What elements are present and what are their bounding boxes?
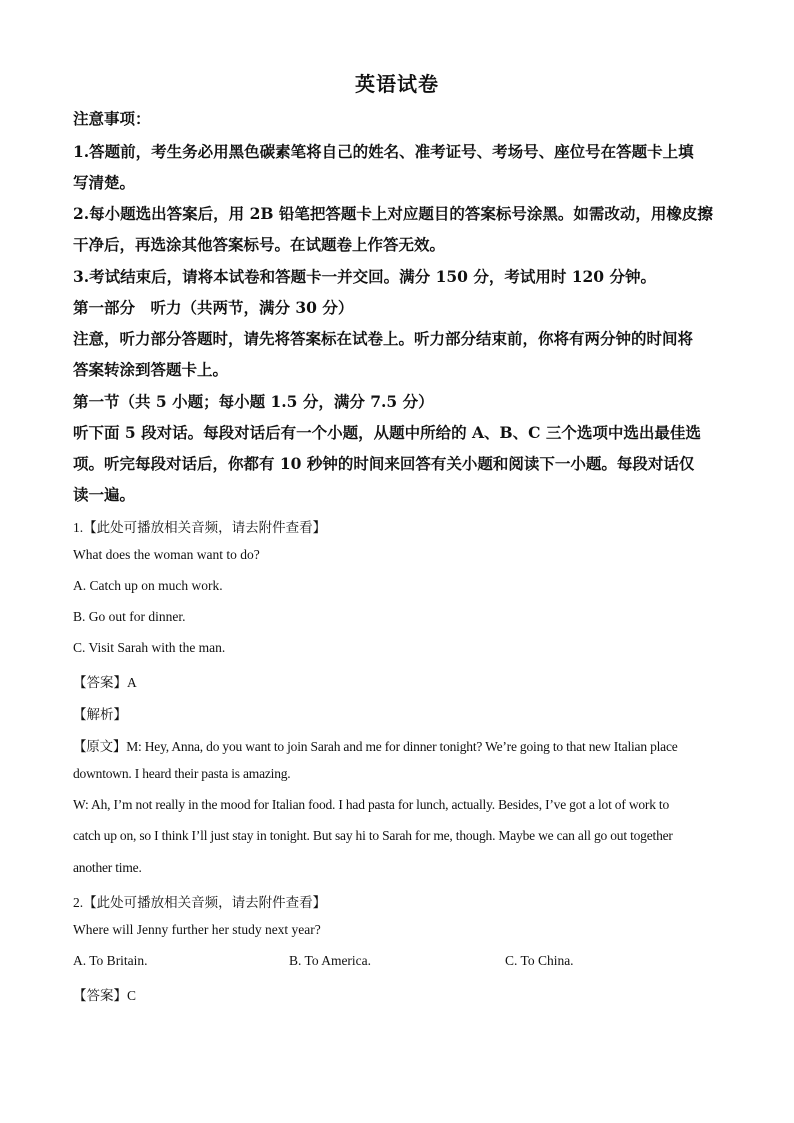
section1-instruction-line-1: 听下面 5 段对话。每段对话后有一个小题，从题中所给的 A、B、C 三个选项中选出最佳选 — [73, 423, 701, 442]
section1-instruction-line-3: 读一遍。 — [73, 485, 136, 504]
notice-item-2-line-2: 干净后，再选涂其他答案标号。在试题卷上作答无效。 — [73, 235, 446, 254]
q1-script-line-3: W: Ah, I’m not really in the mood for Italian food. I had pasta for lunch, actually. Besides, I’ve got a lot of work to — [73, 797, 670, 812]
q1-script-line-1: 【原文】M: Hey, Anna, do you want to join Sarah and me for dinner tonight? We’re going to that new Italian place — [73, 739, 678, 754]
q1-option-b: B. Go out for dinner. — [73, 609, 186, 624]
q1-script-line-5: another time. — [73, 860, 142, 875]
q1-question: What does the woman want to do? — [73, 547, 260, 562]
part1-note-line-2: 答案转涂到答题卡上。 — [73, 360, 229, 379]
notice-heading: 注意事项： — [73, 109, 151, 128]
page-title: 英语试卷 — [355, 72, 439, 96]
q2-option-c: C. To China. — [505, 953, 574, 968]
q1-answer: 【答案】A — [73, 675, 137, 690]
q1-option-c: C. Visit Sarah with the man. — [73, 640, 226, 655]
notice-item-3: 3.考试结束后，请将本试卷和答题卡一并交回。满分 150 分，考试用时 120 分钟。 — [73, 267, 656, 286]
q1-script-line-4: catch up on, so I think I’ll just stay in tonight. But say hi to Sarah for me, though. Maybe we can all go out together — [73, 828, 673, 843]
section1-heading: 第一节（共 5 小题；每小题 1.5 分，满分 7.5 分） — [73, 392, 434, 411]
part1-heading: 第一部分 听力（共两节，满分 30 分） — [73, 298, 354, 317]
q2-option-a: A. To Britain. — [73, 953, 148, 968]
q1-script-line-2: downtown. I heard their pasta is amazing. — [73, 766, 291, 781]
notice-item-1-line-2: 写清楚。 — [73, 173, 136, 192]
q2-option-b: B. To America. — [289, 953, 372, 968]
notice-item-1-line-1: 1.答题前，考生务必用黑色碳素笔将自己的姓名、准考证号、考场号、座位号在答题卡上填 — [73, 142, 694, 161]
q2-question: Where will Jenny further her study next year? — [73, 922, 321, 937]
notice-item-2-line-1: 2.每小题选出答案后，用 2B 铅笔把答题卡上对应题目的答案标号涂黑。如需改动，用橡皮擦 — [73, 204, 713, 223]
q1-option-a: A. Catch up on much work. — [73, 578, 223, 593]
part1-note-line-1: 注意，听力部分答题时，请先将答案标在试卷上。听力部分结束前，你将有两分钟的时间将 — [73, 329, 694, 348]
q2-answer: 【答案】C — [73, 988, 137, 1003]
section1-instruction-line-2: 项。听完每段对话后，你都有 10 秒钟的时间来回答有关小题和阅读下一小题。每段对话仅 — [73, 454, 695, 473]
q1-analysis-label: 【解析】 — [73, 707, 127, 722]
q2-audio-label: 2.【此处可播放相关音频，请去附件查看】 — [73, 895, 327, 910]
q1-audio-label: 1.【此处可播放相关音频，请去附件查看】 — [73, 520, 327, 535]
